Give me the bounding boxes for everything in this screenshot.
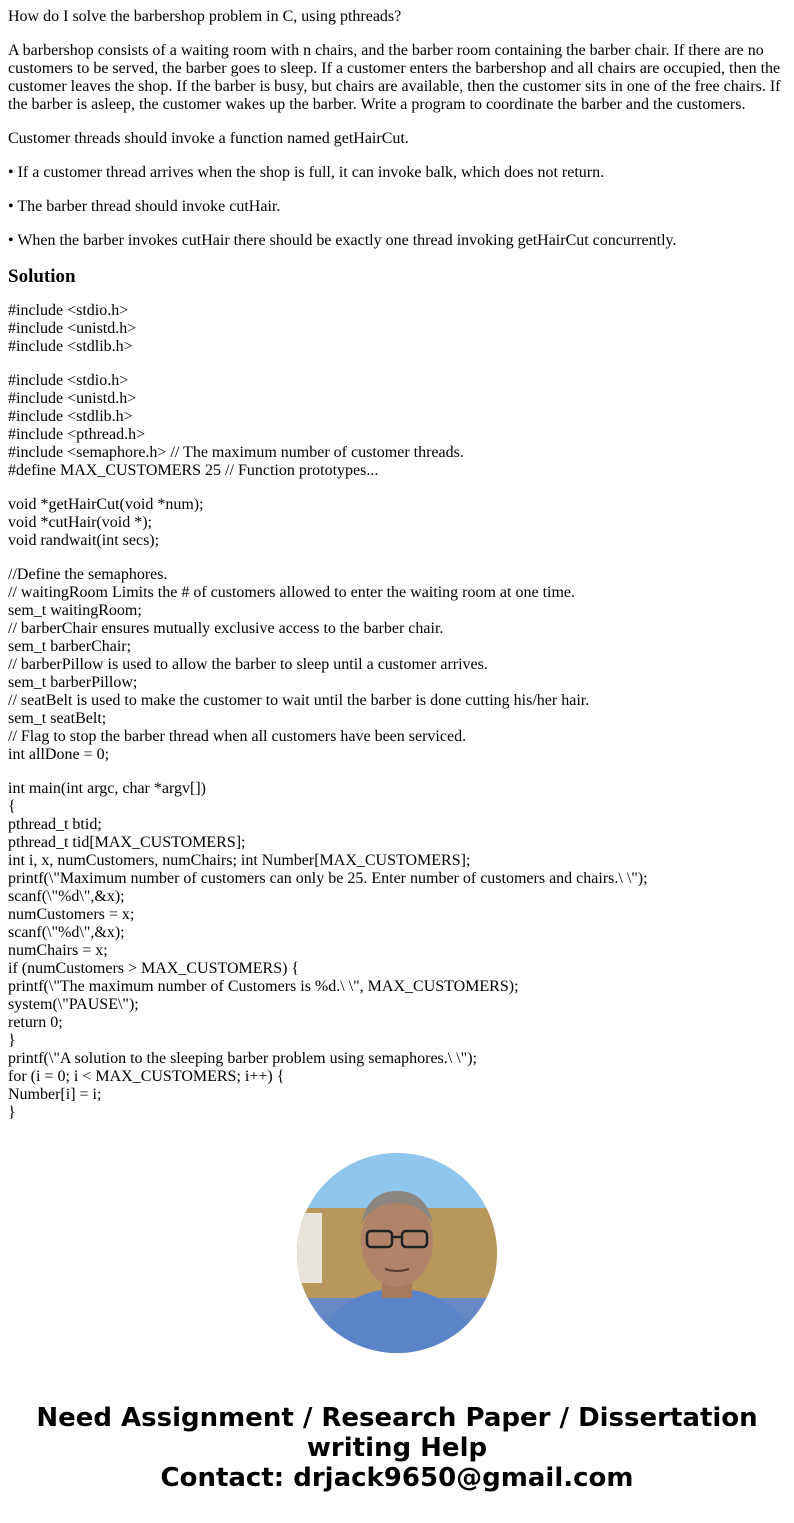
question-instruction: Customer threads should invoke a function named getHairCut. <box>8 130 409 147</box>
contact-banner <box>0 1403 794 1493</box>
code-line: system(\"PAUSE\"); <box>8 996 139 1013</box>
code-line: //Define the semaphores. <box>8 566 168 583</box>
code-line: pthread_t tid[MAX_CUSTOMERS]; <box>8 834 246 851</box>
code-line: pthread_t btid; <box>8 816 102 833</box>
code-line: int allDone = 0; <box>8 746 110 763</box>
code-line: #include <unistd.h> <box>8 390 137 407</box>
code-block <box>8 496 788 550</box>
code-line: } <box>8 1032 16 1049</box>
code-line: sem_t barberPillow; <box>8 674 138 691</box>
author-portrait-image <box>297 1153 497 1353</box>
code-line: // barberChair ensures mutually exclusive access to the barber chair. <box>8 620 444 637</box>
code-line: // waitingRoom Limits the # of customers allowed to enter the waiting room at one time. <box>8 584 575 601</box>
code-line: printf(\"Maximum number of customers can only be 25. Enter number of customers and chairs.\ \"); <box>8 870 648 887</box>
code-line: for (i = 0; i < MAX_CUSTOMERS; i++) { <box>8 1068 285 1085</box>
code-line: // Flag to stop the barber thread when all customers have been serviced. <box>8 728 467 745</box>
contact-email: Contact: drjack9650@gmail.com <box>160 1463 634 1493</box>
code-line: void randwait(int secs); <box>8 532 160 549</box>
code-line: Number[i] = i; <box>8 1086 102 1103</box>
code-line: void *getHairCut(void *num); <box>8 496 204 513</box>
code-line: #include <stdio.h> <box>8 372 129 389</box>
code-line: #include <semaphore.h> // The maximum number of customer threads. <box>8 444 464 461</box>
code-line: #include <stdlib.h> <box>8 408 133 425</box>
code-line: } <box>8 1104 16 1121</box>
code-line: void *cutHair(void *); <box>8 514 152 531</box>
banner-line: Need Assignment / Research Paper / Dissertation <box>36 1403 758 1433</box>
bullet-item: • The barber thread should invoke cutHair. <box>8 198 281 215</box>
code-line: #include <pthread.h> <box>8 426 146 443</box>
solution-code <box>8 302 788 1122</box>
code-line: numCustomers = x; <box>8 906 135 923</box>
code-line: numChairs = x; <box>8 942 108 959</box>
code-line: { <box>8 798 16 815</box>
code-line: return 0; <box>8 1014 63 1031</box>
code-line: printf(\"A solution to the sleeping barber problem using semaphores.\ \"); <box>8 1050 477 1067</box>
question-title: How do I solve the barbershop problem in C, using pthreads? <box>8 8 402 25</box>
code-block <box>8 780 788 1122</box>
bullet-item: • When the barber invokes cutHair there should be exactly one thread invoking getHairCut concurrently. <box>8 232 677 249</box>
code-line: scanf(\"%d\",&x); <box>8 924 125 941</box>
code-block <box>8 566 788 764</box>
code-block <box>8 372 788 480</box>
solution-heading: Solution <box>8 266 76 287</box>
code-line: #include <stdio.h> <box>8 302 129 319</box>
code-line: sem_t waitingRoom; <box>8 602 142 619</box>
code-line: #include <stdlib.h> <box>8 338 133 355</box>
portrait-illustration <box>297 1153 497 1353</box>
code-line: // seatBelt is used to make the customer to wait until the barber is done cutting his/her hair. <box>8 692 590 709</box>
bullet-item: • If a customer thread arrives when the shop is full, it can invoke balk, which does not return. <box>8 164 605 181</box>
code-line: #include <unistd.h> <box>8 320 137 337</box>
question-description: A barbershop consists of a waiting room with n chairs, and the barber room containing the barber chair. If there are no customers to be served, the barber goes to sleep. If a customer enters the barbershop and all chairs are occupied, then the customer leaves the shop. If the barber is busy, but chairs are available, then the customer sits in one of the free chairs. If the barber is asleep, the customer wakes up the barber. Write a program to coordinate the barber and the customers. <box>8 42 781 113</box>
code-line: scanf(\"%d\",&x); <box>8 888 125 905</box>
code-line: if (numCustomers > MAX_CUSTOMERS) { <box>8 960 300 977</box>
code-line: sem_t barberChair; <box>8 638 132 655</box>
code-line: #define MAX_CUSTOMERS 25 // Function prototypes... <box>8 462 379 479</box>
code-line: sem_t seatBelt; <box>8 710 107 727</box>
code-block <box>8 302 788 356</box>
code-line: printf(\"The maximum number of Customers is %d.\ \", MAX_CUSTOMERS); <box>8 978 519 995</box>
code-line: // barberPillow is used to allow the barber to sleep until a customer arrives. <box>8 656 488 673</box>
document-content <box>8 0 788 1125</box>
code-line: int i, x, numCustomers, numChairs; int Number[MAX_CUSTOMERS]; <box>8 852 471 869</box>
code-line: int main(int argc, char *argv[]) <box>8 780 206 797</box>
banner-line: writing Help <box>306 1433 488 1463</box>
